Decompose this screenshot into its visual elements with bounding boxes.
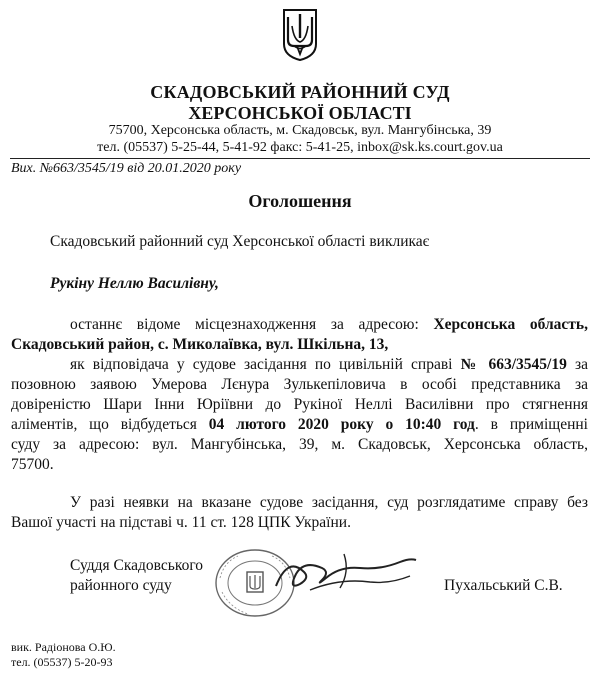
court-address: 75700, Херсонська область, м. Скадовськ, вул. Мангубінська, 39 [108, 123, 492, 138]
judge-name: Пухальський С.В. [444, 577, 563, 594]
location-line1: останнє відоме місцезнаходження за адресою: Херсонська область, [70, 316, 588, 333]
case-line2: позовною заявою Умерова Лєнура Зулькепіловича в особі представника за [11, 376, 588, 393]
location-line2: Скадовський район, с. Миколаївка, вул. Шкільна, 13, [11, 336, 389, 353]
addressee-name: Рукіну Неллю Василівну, [50, 275, 219, 292]
trident-coat-of-arms-icon [282, 8, 318, 62]
executor-phone: тел. (05537) 5-20-93 [11, 655, 113, 669]
signature-position-line1: Суддя Скадовського [70, 557, 204, 574]
case-line5: суду за адресою: вул. Мангубінська, 39, м. Скадовськ, Херсонська область, [11, 436, 588, 453]
intro-text: Скадовський районний суд Херсонської області викликає [50, 233, 430, 250]
handwritten-signature-icon [270, 548, 420, 598]
signature-position-line2: районного суду [70, 577, 172, 594]
warning-line1: У разі неявки на вказане судове засідання, суд розглядатиме справу без [70, 494, 588, 511]
court-contacts: тел. (05537) 5-25-44, 5-41-92 факс: 5-41-25, inbox@sk.ks.court.gov.ua [97, 140, 503, 155]
executor-name: вик. Радіонова О.Ю. [11, 640, 116, 654]
case-line1: як відповідача у судове засідання по цивільній справі № 663/3545/19 за [70, 356, 589, 373]
case-line4: аліментів, що відбудеться 04 лютого 2020 року о 10:40 год. в приміщенні [11, 416, 588, 433]
outgoing-number: Вих. №663/3545/19 від 20.01.2020 року [11, 161, 242, 176]
case-line6: 75700. [11, 456, 54, 473]
court-name-line1: СКАДОВСЬКИЙ РАЙОННИЙ СУД [150, 82, 450, 102]
warning-line2: Вашої участі на підставі ч. 11 ст. 128 ЦПК України. [11, 514, 351, 531]
case-line3: довіреністю Шари Інни Юріївни до Рукіної Неллі Василівни про стягнення [11, 396, 588, 413]
header-divider [10, 158, 590, 159]
document-title: Оголошення [248, 191, 352, 211]
court-name-line2: ХЕРСОНСЬКОЇ ОБЛАСТІ [188, 103, 412, 123]
